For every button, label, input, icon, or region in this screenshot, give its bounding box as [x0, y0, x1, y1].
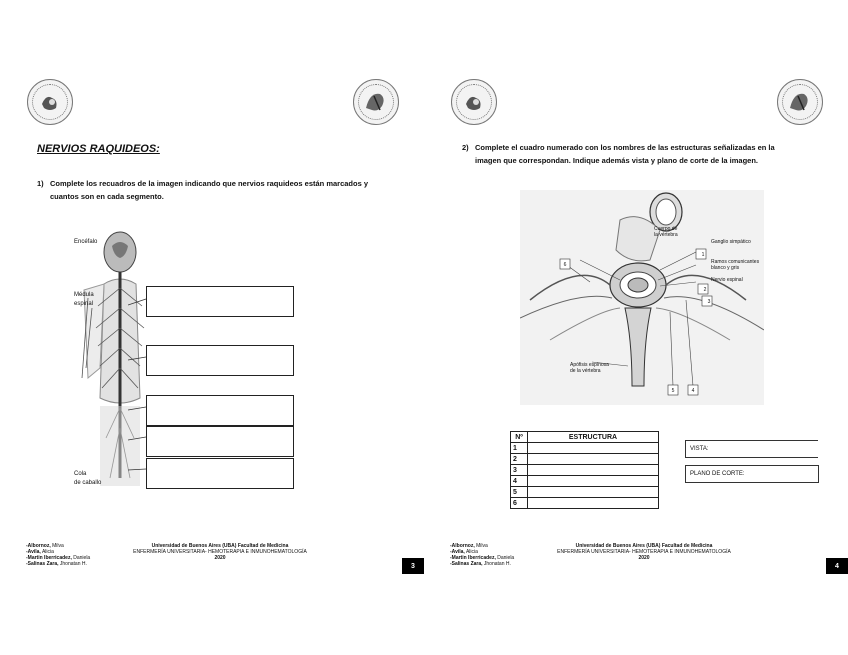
question-2-line-1: Complete el cuadro numerado con los nombres de las estructuras señalizadas en la — [475, 143, 775, 152]
label-apofisis-1: Apófisis espinosa — [570, 362, 609, 368]
answer-box-2[interactable] — [146, 345, 294, 376]
label-cola-2: de caballo — [74, 480, 102, 486]
answer-box-3[interactable] — [146, 395, 294, 426]
structure-input[interactable] — [528, 476, 659, 487]
structure-input[interactable] — [528, 487, 659, 498]
structure-table — [510, 431, 659, 509]
table-row — [511, 465, 659, 476]
faculty-seal-icon — [777, 79, 823, 125]
row-number: 5 — [511, 487, 528, 498]
label-nervio: Nervio espinal — [711, 277, 743, 283]
row-number: 3 — [511, 465, 528, 476]
page-number: 3 — [402, 558, 424, 574]
page-number: 4 — [826, 558, 848, 574]
table-header-row — [511, 432, 659, 443]
question-2-number: 2) — [462, 143, 469, 152]
callout-6: 6 — [563, 262, 567, 268]
label-ramos-1: Ramos comunicantes — [711, 259, 760, 265]
plano-de-corte-field[interactable] — [685, 465, 819, 483]
vista-field[interactable] — [685, 440, 818, 458]
right-page — [424, 0, 848, 655]
faculty-seal-icon — [353, 79, 399, 125]
spinal-cross-section-figure — [520, 190, 764, 405]
label-ganglio: Ganglio simpático — [711, 239, 751, 245]
answer-box-4[interactable] — [146, 426, 294, 457]
table-row — [511, 443, 659, 454]
plano-de-corte-label: PLANO DE CORTE: — [690, 471, 745, 477]
header-structure: ESTRUCTURA — [528, 432, 659, 443]
question-2-line-2: imagen que correspondan. Indique además vista y plano de corte de la imagen. — [475, 156, 758, 165]
question-1-number: 1) — [37, 179, 44, 188]
header-number: Nº — [511, 432, 528, 443]
page-title: NERVIOS RAQUIDEOS: — [37, 143, 160, 155]
label-cuerpo-1: Cuerpo de — [654, 226, 678, 232]
table-row — [511, 487, 659, 498]
label-encefalo: Encéfalo — [74, 239, 98, 245]
university-seal-icon — [27, 79, 73, 125]
callout-3: 3 — [707, 299, 711, 305]
label-medula-1: Médula — [74, 292, 94, 298]
footer-authors: -Albornoz, Milva -Avila, Alicia -Martin Iberricadez, Daniela -Salinas Zara, Jhonatan H. — [26, 543, 91, 567]
callout-1: 1 — [701, 252, 705, 258]
table-row — [511, 454, 659, 465]
label-cuerpo-2: la vértebra — [654, 232, 678, 238]
row-number: 1 — [511, 443, 528, 454]
footer-authors: -Albornoz, Milva -Avila, Alicia -Martin Iberricadez, Daniela -Salinas Zara, Jhonatan H. — [450, 543, 515, 567]
university-seal-icon — [451, 79, 497, 125]
structure-input[interactable] — [528, 454, 659, 465]
footer-institution: Universidad de Buenos Aires (UBA) Facultad de Medicina ENFERMERÍA UNIVERSITARIA- HEMOTERAPIA E INMUNOHEMATOLOGÍA 2020 — [133, 543, 307, 561]
table-row — [511, 498, 659, 509]
structure-input[interactable] — [528, 498, 659, 509]
callout-4: 4 — [691, 388, 695, 394]
callout-2: 2 — [703, 287, 707, 293]
row-number: 4 — [511, 476, 528, 487]
question-1-line-1: Complete los recuadros de la imagen indicando que nervios raquideos están marcados y — [50, 179, 369, 188]
callout-5: 5 — [671, 388, 675, 394]
label-cola-1: Cola — [74, 471, 87, 477]
row-number: 6 — [511, 498, 528, 509]
label-ramos-2: blanco y gris — [711, 265, 740, 271]
structure-input[interactable] — [528, 465, 659, 476]
table-row — [511, 476, 659, 487]
answer-box-1[interactable] — [146, 286, 294, 317]
footer-institution: Universidad de Buenos Aires (UBA) Facultad de Medicina ENFERMERÍA UNIVERSITARIA- HEMOTERAPIA E INMUNOHEMATOLOGÍA 2020 — [557, 543, 731, 561]
vista-label: VISTA: — [690, 446, 709, 452]
question-1-line-2: cuantos son en cada segmento. — [50, 192, 164, 201]
row-number: 2 — [511, 454, 528, 465]
label-medula-2: espinal — [74, 301, 94, 307]
answer-box-5[interactable] — [146, 458, 294, 489]
structure-input[interactable] — [528, 443, 659, 454]
label-apofisis-2: de la vértebra — [570, 368, 601, 374]
